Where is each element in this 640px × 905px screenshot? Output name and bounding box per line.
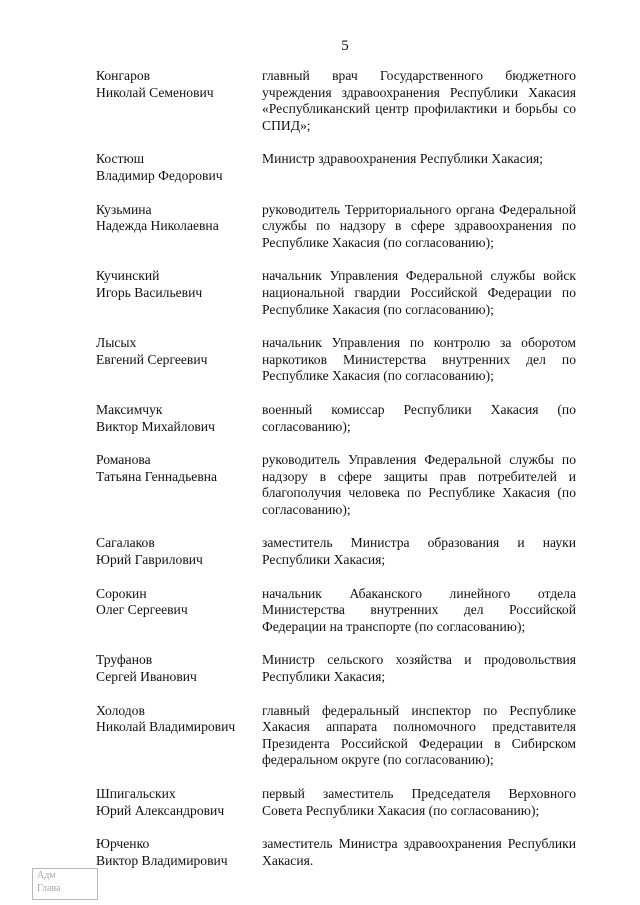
member-surname: Кучинский [96,268,160,284]
page-number: 5 [341,38,349,54]
member-position: начальник Управления Федеральной службы войск национальной гвардии Российской Федерации по Республике Хакасия (по согласованию); [262,268,576,317]
member-given-name: Игорь Васильевич [96,284,203,300]
member-position: Министр сельского хозяйства и продовольствия Республики Хакасия; [262,652,576,685]
list-item [96,68,576,134]
member-surname: Юрченко [96,836,150,852]
member-position: руководитель Управления Федеральной службы по надзору в сфере защиты прав потребителей и благополучия человека по Республике Хакасия (по согласованию); [262,452,576,517]
member-surname: Кузьмина [96,201,152,217]
member-given-name: Виктор Михайлович [96,418,215,434]
member-given-name: Николай Владимирович [96,719,236,735]
member-surname: Сагалаков [96,535,155,551]
member-name [96,202,256,252]
member-surname: Конгаров [96,68,151,83]
member-surname: Максимчук [96,401,163,417]
list-item [96,703,576,769]
member-name [96,335,256,385]
list-item [96,452,576,518]
member-given-name: Татьяна Геннадьевна [96,468,218,484]
member-position: первый заместитель Председателя Верховного Совета Республики Хакасия (по согласованию); [262,786,576,818]
member-name [96,703,256,769]
member-name [96,586,256,636]
member-position: начальник Абаканского линейного отдела Министерства внутренних дел Российской Федерации на транспорте (по согласованию); [262,585,576,634]
member-name [96,402,256,435]
member-given-name: Надежда Николаевна [96,218,219,234]
member-name [96,652,256,685]
member-position: военный комиссар Республики Хакасия (по согласованию); [262,401,576,434]
member-position: Министр здравоохранения Республики Хакасия; [262,151,544,167]
member-given-name: Юрий Александрович [96,802,225,818]
member-surname: Романова [96,452,151,468]
list-item [96,652,576,685]
list-item [96,402,576,435]
member-name [96,151,256,184]
list-item [96,268,576,318]
list-item [96,202,576,252]
member-position: заместитель Министра образования и науки Республики Хакасия; [262,535,576,568]
member-position: главный врач Государственного бюджетного учреждения здравоохранения Республики Хакасия «Республиканский центр профилактики и борьбы со СПИД»; [262,68,576,133]
member-position: начальник Управления по контролю за оборотом наркотиков Министерства внутренних дел по Республике Хакасия (по согласованию); [262,335,576,384]
member-position: главный федеральный инспектор по Республике Хакасия аппарата полномочного представителя Президента Российской Федерации в Сибирском федеральном округе (по согласованию); [262,702,576,768]
registration-stamp [32,868,98,900]
member-given-name: Сергей Иванович [96,669,197,685]
stamp-line: Глава [37,883,61,894]
member-given-name: Евгений Сергеевич [96,351,208,367]
member-name [96,836,256,869]
member-list [96,68,576,886]
stamp-line: Адм [37,870,56,881]
member-name [96,68,256,134]
member-surname: Костюш [96,151,145,167]
member-surname: Шпигальских [96,786,176,801]
member-name [96,452,256,518]
member-surname: Сорокин [96,585,147,601]
member-name [96,786,256,819]
member-given-name: Владимир Федорович [96,167,223,183]
member-given-name: Виктор Владимирович [96,852,228,868]
member-name [96,268,256,318]
list-item [96,151,576,184]
member-given-name: Юрий Гаврилович [96,552,203,568]
list-item [96,836,576,869]
member-surname: Труфанов [96,652,153,668]
member-position: руководитель Территориального органа Федеральной службы по надзору в сфере здравоохранения по Республике Хакасия (по согласованию); [262,201,576,250]
list-item [96,586,576,636]
member-position: заместитель Министра здравоохранения Республики Хакасия. [262,836,576,868]
list-item [96,535,576,568]
member-given-name: Олег Сергеевич [96,602,188,618]
list-item [96,786,576,819]
list-item [96,335,576,385]
member-surname: Лысых [96,335,137,351]
member-name [96,535,256,568]
member-given-name: Николай Семенович [96,84,214,100]
member-surname: Холодов [96,702,145,718]
